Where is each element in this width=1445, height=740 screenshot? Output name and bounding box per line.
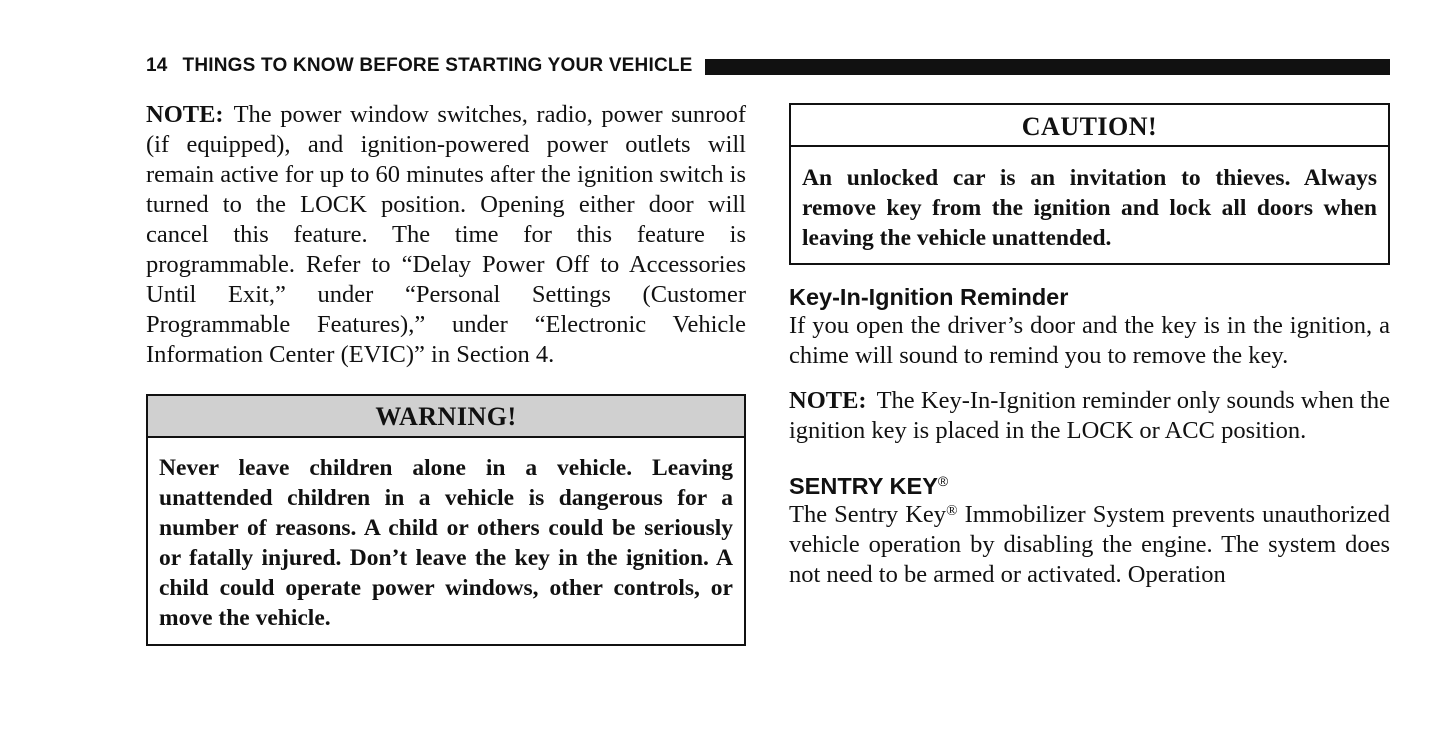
caution-box [789,103,1390,265]
key-in-ignition-text: If you open the driver’s door and the key is in the ignition, a chime will sound to remind you to remove the key. [789,312,1390,369]
caution-text: An unlocked car is an invitation to thieves. Always remove key from the ignition and lock all doors when leaving the vehicle unattended. [802,165,1377,251]
sentry-text-a: The Sentry Key [789,501,947,528]
page-number: 14 [146,55,168,76]
right-column [789,100,1390,590]
running-head: THINGS TO KNOW BEFORE STARTING YOUR VEHICLE [182,55,693,76]
left-column [146,100,746,646]
warning-box [146,394,746,646]
caution-title: CAUTION! [791,105,1388,147]
note-label: NOTE: [789,387,867,414]
warning-text: Never leave children alone in a vehicle. Leaving unattended children in a vehicle is dangerous for a number of reasons. A child or others could be seriously or fatally injured. Don’t leave the key in the ignition. A child could operate power windows, other controls, or move the vehicle. [159,455,733,631]
sentry-key-heading [789,472,1390,500]
note-text: The power window switches, radio, power sunroof (if equipped), and ignition-powered power outlets will remain active for up to 60 minutes after the ignition switch is turned to the LOCK position. Opening either door will cancel this feature. The time for this feature is programmable. Refer to “Delay Power Off to Accessories Until Exit,” under “Personal Settings (Customer Programmable Features),” under “Electronic Vehicle Information Center (EVIC)” in Section 4. [146,101,746,368]
warning-title: WARNING! [148,396,744,438]
registered-mark: ® [946,503,958,519]
sentry-text-b: Immobilizer System prevents unauthorized vehicle operation by disabling the engine. The system does not need to be armed or activated. Operation [789,501,1390,588]
page-header [146,55,1390,77]
key-note [789,386,1390,446]
key-in-ignition-heading: Key-In-Ignition Reminder [789,284,1069,310]
note-label: NOTE: [146,101,224,128]
header-rule [705,59,1390,75]
note-text: The Key-In-Ignition reminder only sounds when the ignition key is placed in the LOCK or ACC position. [789,387,1390,444]
power-note [146,100,746,370]
sentry-heading-text: SENTRY KEY [789,473,938,499]
registered-mark: ® [937,473,949,489]
sentry-key-text [789,500,1390,590]
